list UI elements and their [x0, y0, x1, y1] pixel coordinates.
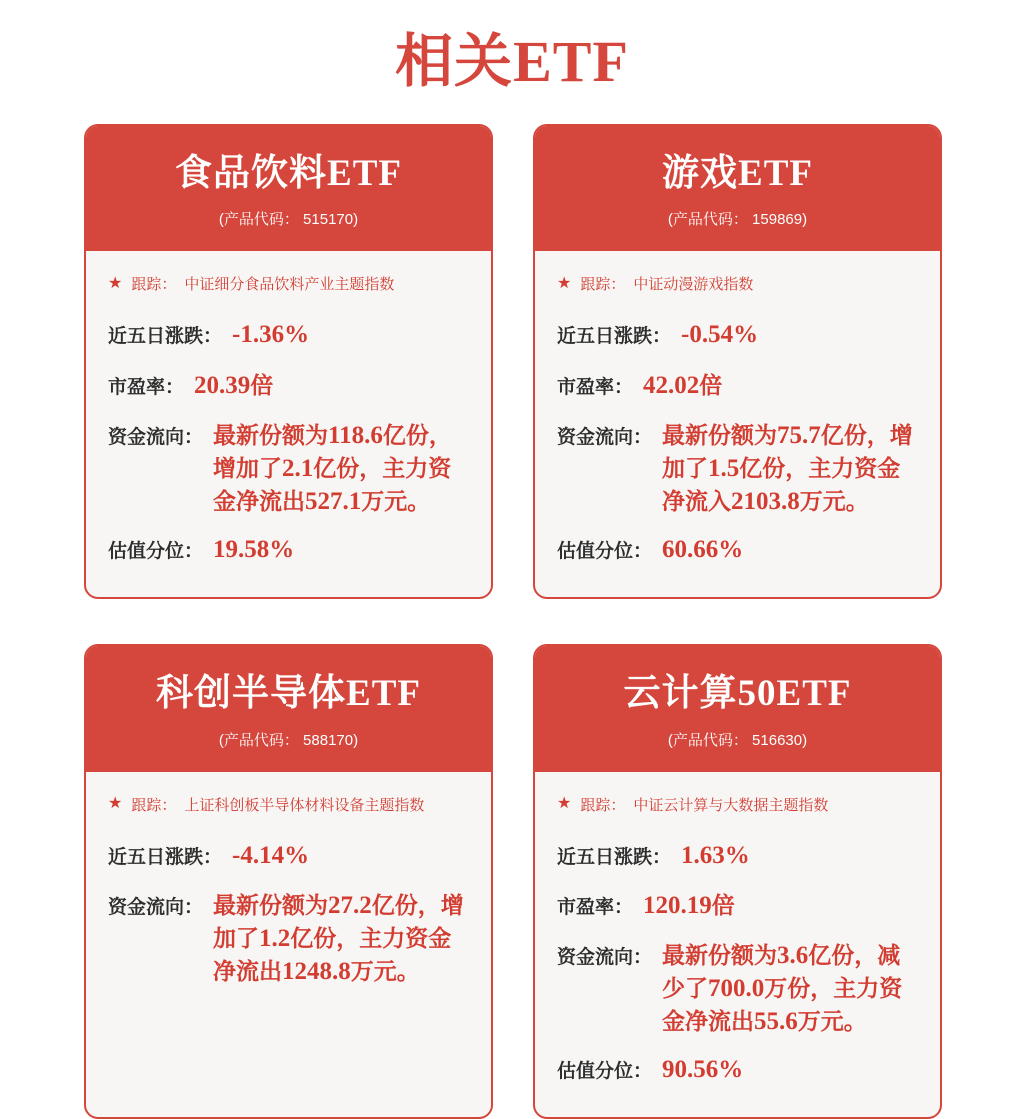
five-day-value: -0.54%	[681, 321, 759, 349]
tracking-index: 中证云计算与大数据主题指数	[633, 796, 829, 814]
flow-value: 最新份额为118.6亿份，增加了2.1亿份，主力资金净流出527.1万元。	[213, 421, 452, 515]
pe-row	[557, 369, 918, 404]
card-body	[86, 772, 491, 1017]
valuation-row	[557, 533, 918, 568]
tracking-row	[108, 794, 469, 815]
valuation-row	[557, 1053, 918, 1088]
flow-label: 资金流向：	[557, 426, 653, 448]
five-day-row	[108, 318, 469, 353]
valuation-label: 估值分位：	[557, 540, 653, 562]
five-day-row	[557, 318, 918, 353]
valuation-value: 90.56%	[662, 1056, 744, 1084]
valuation-row	[108, 533, 469, 568]
tracking-row	[108, 273, 469, 294]
etf-name: 云计算50ETF	[623, 672, 852, 715]
tracking-index: 中证细分食品饮料产业主题指数	[184, 276, 395, 294]
star-icon: ★	[108, 795, 123, 813]
etf-product-code: (产品代码： 516630)	[667, 731, 808, 749]
flow-label: 资金流向：	[108, 426, 204, 448]
five-day-label: 近五日涨跌：	[557, 846, 672, 868]
etf-name: 游戏ETF	[662, 152, 813, 194]
etf-name: 食品饮料ETF	[175, 152, 402, 194]
etf-card-food-beverage	[84, 124, 493, 599]
flow-row	[557, 939, 918, 1038]
tracking-label: 跟踪：	[580, 796, 626, 814]
card-body	[535, 251, 940, 597]
etf-card-cloud-computing	[533, 644, 942, 1119]
tracking-label: 跟踪：	[131, 276, 177, 294]
flow-label: 资金流向：	[108, 896, 204, 918]
star-icon: ★	[108, 274, 123, 292]
card-body	[535, 772, 940, 1118]
pe-label: 市盈率：	[557, 376, 634, 398]
star-icon: ★	[557, 795, 572, 813]
card-header	[86, 126, 491, 251]
five-day-label: 近五日涨跌：	[557, 326, 672, 348]
card-header	[535, 126, 940, 251]
five-day-label: 近五日涨跌：	[108, 846, 223, 868]
flow-label: 资金流向：	[557, 947, 653, 969]
five-day-value: -4.14%	[232, 841, 310, 869]
five-day-value: -1.36%	[232, 321, 310, 349]
etf-product-code: (产品代码： 159869)	[667, 211, 808, 229]
pe-label: 市盈率：	[557, 896, 634, 918]
tracking-row	[557, 794, 918, 815]
etf-card-star-semiconductor	[84, 644, 493, 1119]
etf-product-code: (产品代码： 515170)	[218, 211, 359, 229]
tracking-label: 跟踪：	[580, 276, 626, 294]
etf-name: 科创半导体ETF	[156, 672, 421, 715]
flow-value: 最新份额为3.6亿份，减少了700.0万份，主力资金净流出55.6万元。	[662, 942, 903, 1036]
etf-card-gaming	[533, 124, 942, 599]
etf-product-code: (产品代码： 588170)	[218, 731, 359, 749]
valuation-label: 估值分位：	[108, 540, 204, 562]
valuation-value: 19.58%	[213, 535, 295, 563]
card-body	[86, 251, 491, 597]
pe-value: 120.19倍	[643, 891, 735, 919]
pe-row	[108, 369, 469, 404]
tracking-index: 上证科创板半导体材料设备主题指数	[184, 796, 425, 814]
five-day-row	[557, 839, 918, 874]
flow-value: 最新份额为75.7亿份，增加了1.5亿份，主力资金净流入2103.8万元。	[662, 421, 913, 515]
pe-value: 42.02倍	[643, 371, 723, 399]
pe-row	[557, 889, 918, 924]
tracking-label: 跟踪：	[131, 796, 177, 814]
flow-value: 最新份额为27.2亿份，增加了1.2亿份，主力资金净流出1248.8万元。	[213, 891, 464, 985]
page-title: 相关ETF	[395, 29, 629, 94]
valuation-label: 估值分位：	[557, 1061, 653, 1083]
pe-value: 20.39倍	[194, 371, 274, 399]
five-day-label: 近五日涨跌：	[108, 326, 223, 348]
flow-row	[108, 889, 469, 988]
valuation-value: 60.66%	[662, 535, 744, 563]
flow-row	[108, 419, 469, 518]
card-header	[86, 646, 491, 771]
tracking-row	[557, 273, 918, 294]
five-day-value: 1.63%	[681, 841, 750, 869]
pe-label: 市盈率：	[108, 376, 185, 398]
five-day-row	[108, 839, 469, 874]
etf-card-grid	[84, 124, 1024, 1119]
star-icon: ★	[557, 274, 572, 292]
tracking-index: 中证动漫游戏指数	[633, 276, 754, 294]
card-header	[535, 646, 940, 771]
flow-row	[557, 419, 918, 518]
